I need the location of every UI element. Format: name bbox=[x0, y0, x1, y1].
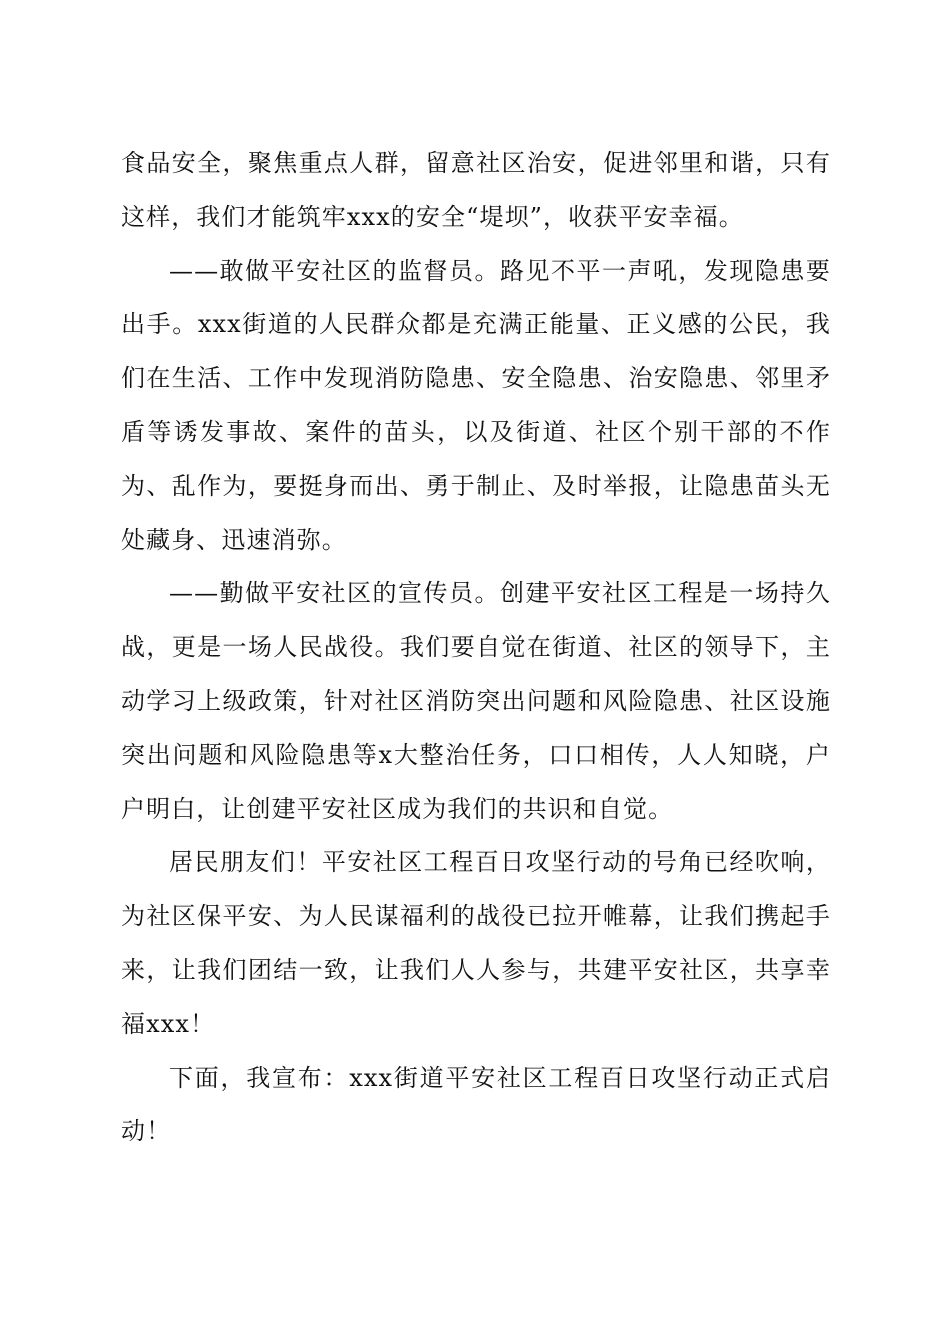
paragraph-1: 食品安全，聚焦重点人群，留意社区治安，促进邻里和谐，只有这样，我们才能筑牢xxx的安全“堤坝”，收获平安幸福。 bbox=[121, 149, 831, 231]
paragraph-4: 居民朋友们！平安社区工程百日攻坚行动的号角已经吹响，为社区保平安、为人民谋福利的战役已拉开帷幕，让我们携起手来，让我们团结一致，让我们人人参与，共建平安社区，共享幸福xxx！ bbox=[121, 848, 831, 1038]
paragraph-5: 下面，我宣布：xxx街道平安社区工程百日攻坚行动正式启动！ bbox=[121, 1063, 831, 1146]
paragraph-3: ——勤做平安社区的宣传员。创建平安社区工程是一场持久战，更是一场人民战役。我们要自觉在街道、社区的领导下，主动学习上级政策，针对社区消防突出问题和风险隐患、社区设施突出问题和风险隐患等x大整治任务，口口相传，人人知晓，户户明白，让创建平安社区成为我们的共识和自觉。 bbox=[121, 579, 831, 823]
document-body bbox=[121, 137, 831, 1159]
paragraph-2: ——敢做平安社区的监督员。路见不平一声吼，发现隐患要出手。xxx街道的人民群众都是充满正能量、正义感的公民，我们在生活、工作中发现消防隐患、安全隐患、治安隐患、邻里矛盾等诱发事故、案件的苗头，以及街道、社区个别干部的不作为、乱作为，要挺身而出、勇于制止、及时举报，让隐患苗头无处藏身、迅速消弥。 bbox=[121, 256, 831, 554]
